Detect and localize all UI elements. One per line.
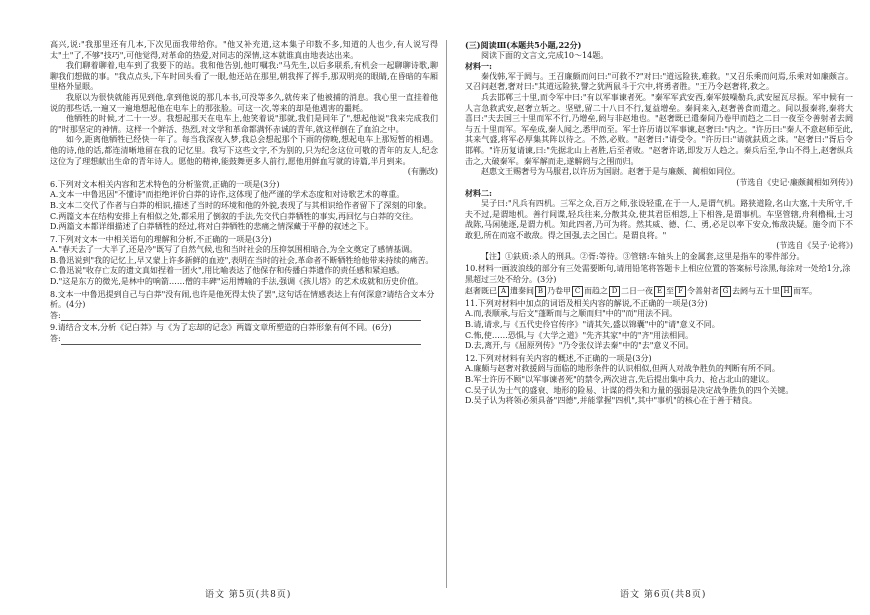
source-note: (节选自《吴子·论将》) [776, 241, 853, 251]
break-box-f[interactable]: F [675, 286, 686, 297]
question-stem: 6.下列对文本相关内容和艺术特色的分析鉴赏,正确的一项是(3分) [50, 179, 280, 189]
material-paragraph: 赵惠文王赐奢号为马服君,以许历为国尉。赵奢于是与廉颇、蔺相如同位。 [481, 167, 741, 177]
answer-label: 答: [50, 334, 61, 344]
material-paragraph: 兵去邯郸三十里,而令军中曰:"有以军事谏者死。"秦军军武安西,秦军鼓噪勒兵,武安屋瓦尽振。军中候有一人言急救武安,赵奢立斩之。坚壁,留二十八日不行,复益增垒。秦间来入,赵奢善食而遣之。间以报秦将,秦将大喜曰:"夫去国三十里而军不行,乃增垒,阏与非赵地也。"赵奢既已遣秦间乃卷甲而趋之二日一夜至令善射者去阏与五十里而军。军垒成,秦人闻之,悉甲而至。军士许历请以军事谏,赵奢曰:"内之。"许历曰:"秦人不意赵师至此,其来气盛,将军必厚集其阵以待之。不然,必败。"赵奢曰:"请受令。"许历曰:"请就鈇质之诛。"赵奢曰:"胥后令邯郸。"许历复请谏,曰:"先据北山上者胜,后至者败。"赵奢许诺,即发万人趋之。秦兵后至,争山不得上,赵奢纵兵击之,大破秦军。秦军解而走,遂解阏与之围而归。 [465, 92, 853, 166]
annotation-note: 【注】①鈇质:杀人的刑具。②胥:等待。③管辖:车轴头上的金属套,这里是指车的零件部分。 [481, 251, 805, 261]
question-12 [465, 354, 853, 407]
option-d: D.两篇文本都详细描述了白莽牺牲的经过,将对白莽牺牲的悲痛之情深藏于平静的叙述之下。 [50, 222, 374, 232]
break-box-g[interactable]: G [720, 286, 731, 297]
question-10 [465, 264, 853, 296]
question-11 [465, 299, 853, 352]
material-2-title: 材料二: [465, 188, 492, 199]
text-segment: 至 [666, 286, 674, 296]
option-a: A."春天去了一大半了,还是冷"既写了自然气候,也和当时社会的压抑氛围相暗合,为全文奠定了感情基调。 [50, 245, 418, 255]
text-segment: 令善射者 [687, 286, 719, 296]
text-segment: 乃卷甲 [547, 286, 571, 296]
option-a: A.文本一中鲁迅因"不懂诗"而拒绝评价白莽的诗作,这体现了他严谨的学术态度和对诗歌艺术的尊重。 [50, 190, 405, 200]
text-paragraph: 我原以为很快就能再见到他,拿到他说的那几本书,可没等多久,就传来了他被捕的消息。我心里一直挂着他说的那些话,一遍又一遍地想起他在电车上的那张脸。可这一次,等来的却是他遇害的噩耗。 [50, 92, 438, 113]
option-c: C.怖,使……恐惧,与《大学之道》"先齐其家"中的"齐"用法相同。 [465, 330, 694, 340]
page-footer-right: 语文 第6页(共8页) [620, 590, 707, 600]
option-d: D.吴子认为将领必须具备"四德",并能掌握"四机",其中"事机"的核心在于善于精良。 [465, 396, 757, 406]
instructions: 阅读下面的文言文,完成10～14题。 [481, 50, 609, 60]
question-6 [50, 180, 438, 233]
question-stem: 10.材料一画波浪线的部分有三处需要断句,请用铅笔将答题卡上相应位置的答案标号涂黑,每涂对一处给1分,涂黑超过三处不给分。(3分) [465, 264, 851, 285]
option-b: B.请,请求,与《五代史伶官传序》"请其矢,盛以锦囊"中的"请"意义不同。 [465, 319, 720, 329]
material-paragraph: 秦伐韩,军于阏与。王召廉颇而问曰:"可救不?"对曰:"道远险狭,难救。"又召乐乘而问焉,乐乘对如廉颇言。又召问赵奢,奢对曰:"其道远险狭,譬之犹两鼠斗于穴中,将勇者胜。"王乃令赵奢将,救之。 [465, 71, 853, 92]
page-footer-left: 语文 第5页(共8页) [205, 590, 292, 600]
page-divider [446, 40, 447, 588]
text-segment: 而趋之 [584, 286, 608, 296]
question-stem: 12.下列对材料有关内容的概述,不正确的一项是(3分) [465, 353, 652, 363]
option-b: B.鲁迅说到"我的记忆上,早又蒙上许多新鲜的血迹",表明在当时的社会,革命者不断牺牲给他带来持续的痛苦。 [50, 255, 434, 265]
answer-line[interactable] [50, 334, 438, 345]
question-7 [50, 235, 438, 288]
question-stem: 11.下列对材料中加点的词语及相关内容的解说,不正确的一项是(3分) [465, 298, 708, 308]
question-stem: 9.请结合文本,分析《记白莽》与《为了忘却的记念》两篇文章所塑造的白莽形象有何不同。(6分) [50, 323, 392, 333]
option-a: A.廉颇与赵奢对救援阏与面临的地形条件的认识相似,但两人对战争胜负的判断有所不同。 [465, 364, 780, 374]
question-8 [50, 290, 438, 322]
material-paragraph: 吴子曰:"凡兵有四机。三军之众,百万之师,张设轻重,在于一人,是谓气机。路狭道险,名山大塞,十夫所守,千夫不过,是谓地机。善行间谍,轻兵往来,分散其众,使其君臣相怨,上下相咎,是谓事机。车坚管辖,舟利橹楫,士习战陈,马闲驰逐,是谓力机。知此四者,乃可为将。然其威、德、仁、勇,必足以率下安众,怖敌决疑。施令而下不敢犯,所在而寇不敢敌。得之国强,去之国亡。是谓良将。" [465, 198, 853, 240]
text-paragraph: 我们聊着聊着,电车到了我要下的站。我和他告别,他叮嘱我:"马先生,以后多联系,有机会一起聊聊诗歌,聊聊我们想做的事。"我点点头,下车时回头看了一眼,他还站在那里,朝我挥了挥手,那双明亮的眼睛,在昏暗的车厢里格外显眼。 [50, 61, 438, 92]
sentence-break-line [465, 286, 853, 297]
question-stem: 8.文本一中鲁迅提到自己与白莽"没有闹,也许是他死得太快了罢",这句话在情感表达上有何深意?请结合文本分析。(4分) [50, 289, 435, 310]
section-title: (三)阅读Ⅲ(本题共5小题,22分) [465, 40, 582, 50]
option-c: C.两篇文本在结构安排上有相似之处,都采用了倒叙的手法,先交代白莽牺牲的事实,再回忆与白莽的交往。 [50, 211, 419, 221]
material-1-title: 材料一: [465, 61, 492, 72]
option-a: A.而,表顺承,与后文"蓬断而与之顺而归"中的"而"用法不同。 [465, 309, 678, 319]
text-segment: 赵奢既已 [465, 286, 497, 296]
text-segment: 二日一夜 [621, 286, 653, 296]
answer-label: 答: [50, 310, 61, 320]
question-9 [50, 323, 438, 344]
break-box-c[interactable]: C [572, 286, 583, 297]
break-box-b[interactable]: B [535, 286, 546, 297]
break-box-d[interactable]: D [609, 286, 620, 297]
break-box-h[interactable]: H [781, 286, 792, 297]
option-b: B.军士许历不顾"以军事谏者死"的禁令,两次进言,先后提出集中兵力、抢占北山的建议。 [465, 374, 774, 384]
option-d: D.去,离开,与《屈原列传》"乃令张仪详去秦"中的"去"意义不同。 [465, 341, 694, 351]
question-stem: 7.下列对文本一中相关语句的理解和分析,不正确的一项是(3分) [50, 234, 272, 244]
option-c: C.鲁迅说"收存亡友的遗文真如捏着一团火",用比喻表达了他保存和传播白莽遗作的责任感和紧迫感。 [50, 266, 405, 276]
option-c: C.吴子认为士气的盛衰、地形的险易、计谋的得失和力量的强弱是决定战争胜负的四个关键。 [465, 385, 794, 395]
text-paragraph: 他牺牲的时候,才二十一岁。我想起那天在电车上,他笑着说"那就,我们是同年了",想起他说"我来完成我们的"时那坚定的神情。这样一个鲜活、热烈,对文学和革命都满怀赤诚的青年,就这样倒在了血泊之中。 [50, 114, 438, 134]
text-segment: 遣秦间 [510, 286, 534, 296]
text-segment: 而军。 [793, 286, 817, 296]
text-paragraph: 高兴,说:"我那里还有几本,下次见面我带给你。"他又补充道,这本集子印数不多,知道的人也少,有人说写得太"土"了,不够"技巧",可他觉得,对革命的热爱,对同志的深情,这本就谁真由地表达出来。 [50, 40, 438, 60]
break-box-e[interactable]: E [654, 286, 665, 297]
break-box-a[interactable]: A [498, 286, 509, 297]
left-page [50, 40, 438, 585]
option-d: D."这是东方的微光,是林中的响箭……僧的丰碑"运用博喻的手法,强调《孩儿塔》的艺术成就和历史价值。 [50, 277, 424, 287]
source-note: (节选自《史记·廉颇蔺相如列传》) [736, 177, 853, 187]
text-segment: 去阏与五十里 [732, 286, 780, 296]
answer-line[interactable] [50, 311, 438, 322]
text-paragraph: 如今,距离他牺牲已经快一年了。每当我深夜入梦,我总会想起那个下雨的傍晚,想起电车上那短暂的相遇。他的诗,他的话,都连清晰地留在我的记忆里。我写下这些文字,不为别的,只为纪念这位可敬的青年的友人,纪念这位为了理想献出生命的青年诗人。愿他的精神,能鼓舞更多人前行,愿他用鲜血写就的诗篇,半月到来。 [50, 135, 438, 166]
right-page [465, 40, 853, 585]
source-note: (有删改) [407, 167, 438, 177]
option-b: B.文本二交代了作者与白莽的相识,描述了当时的环境和他的外貌,表现了与其相识给作者留下了深刻的印象。 [50, 200, 432, 210]
